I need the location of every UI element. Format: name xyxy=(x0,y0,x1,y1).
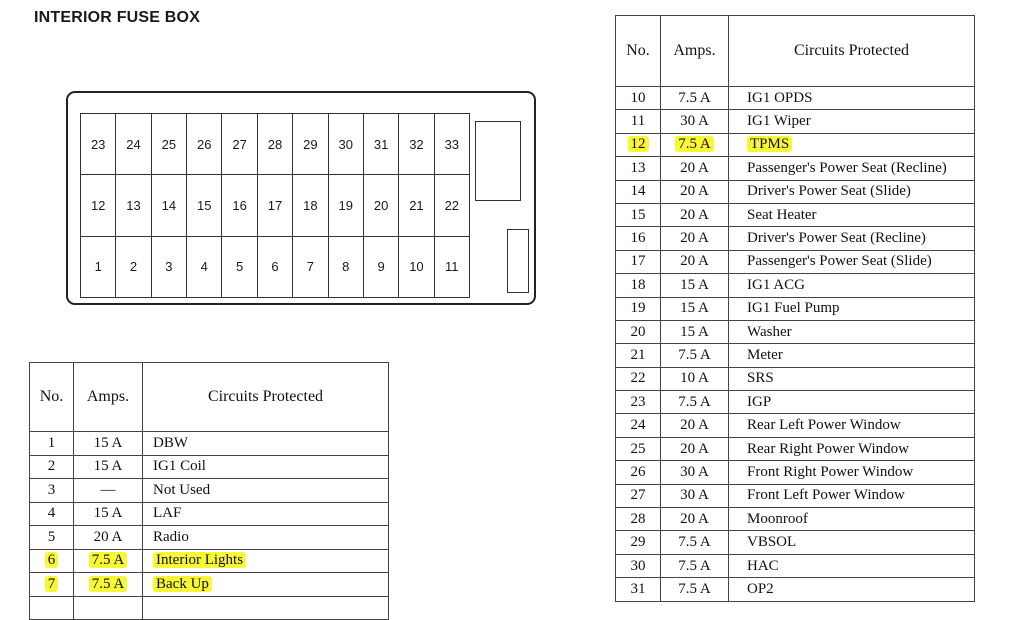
header-amps: Amps. xyxy=(661,16,729,87)
fuse-slot: 28 xyxy=(258,114,293,175)
fuse-number: 23 xyxy=(630,393,646,410)
fuse-number-cell xyxy=(616,274,661,297)
fuse-circuit: Washer xyxy=(747,323,792,340)
header-circuits: Circuits Protected xyxy=(729,16,975,87)
relay-slot-lower xyxy=(507,229,529,293)
fuse-amps-cell xyxy=(74,573,143,597)
fuse-slot: 23 xyxy=(81,114,116,175)
fuse-circuit-cell xyxy=(729,87,975,110)
fuse-number: 11 xyxy=(630,113,646,130)
table-row xyxy=(616,133,975,156)
table-row xyxy=(616,320,975,343)
fuse-number-cell xyxy=(616,484,661,507)
fuse-circuit: Rear Right Power Window xyxy=(747,440,910,457)
table-row xyxy=(30,573,389,597)
fuse-amps: 20 A xyxy=(680,253,709,270)
fuse-number-cell xyxy=(616,87,661,110)
table-row xyxy=(616,227,975,250)
fuse-amps: 20 A xyxy=(680,159,709,176)
fuse-number-cell xyxy=(616,554,661,577)
fuse-circuit-cell xyxy=(729,414,975,437)
fuse-slot: 26 xyxy=(187,114,222,175)
fuse-amps: 15 A xyxy=(93,505,123,522)
fuse-number-cell xyxy=(30,526,74,550)
table-row xyxy=(616,344,975,367)
fuse-amps-cell xyxy=(661,203,729,226)
fuse-number: 24 xyxy=(630,417,646,434)
fuse-amps: 30 A xyxy=(680,487,709,504)
fuse-circuit: Passenger's Power Seat (Slide) xyxy=(747,253,932,270)
fuse-slot: 25 xyxy=(152,114,187,175)
fuse-circuit-cell xyxy=(729,508,975,531)
table-header-row xyxy=(616,16,975,87)
fuse-circuit: Radio xyxy=(153,528,189,545)
fuse-number-cell xyxy=(616,508,661,531)
fuse-amps: 20 A xyxy=(680,183,709,200)
table-row xyxy=(616,157,975,180)
table-row xyxy=(30,502,389,526)
fuse-amps: 20 A xyxy=(93,528,123,545)
table-row xyxy=(30,455,389,479)
table-row xyxy=(616,297,975,320)
fuse-circuit-cell xyxy=(143,573,389,597)
fuse-amps-cell xyxy=(661,320,729,343)
fuse-table-left xyxy=(29,362,389,620)
fuse-amps: 7.5 A xyxy=(678,534,711,551)
fuse-amps-cell xyxy=(661,157,729,180)
fuse-circuit-cell xyxy=(729,461,975,484)
fuse-amps-cell xyxy=(661,110,729,133)
fuse-number-cell xyxy=(30,573,74,597)
fuse-amps-cell xyxy=(74,455,143,479)
fuse-amps: 7.5 A xyxy=(678,393,711,410)
fuse-circuit-cell xyxy=(729,367,975,390)
fuse-number-cell xyxy=(616,461,661,484)
fuse-amps: 20 A xyxy=(680,510,709,527)
fuse-circuit-cell xyxy=(729,437,975,460)
table-row xyxy=(616,531,975,554)
fuse-number: 26 xyxy=(630,463,646,480)
fuse-circuit: Rear Left Power Window xyxy=(747,417,901,434)
table-row xyxy=(616,87,975,110)
fuse-amps-cell xyxy=(74,479,143,503)
fuse-number: 25 xyxy=(630,440,646,457)
fuse-circuit-cell xyxy=(729,157,975,180)
fuse-amps-cell xyxy=(661,437,729,460)
fuse-number: 12 xyxy=(628,136,649,152)
fuse-number: 14 xyxy=(630,183,646,200)
fuse-amps: 7.5 A xyxy=(678,580,711,597)
fuse-number: 19 xyxy=(630,300,646,317)
fuse-slot: 32 xyxy=(399,114,434,175)
header-amps: Amps. xyxy=(74,363,143,432)
fuse-number-cell xyxy=(616,227,661,250)
fuse-number: 6 xyxy=(45,552,59,568)
fuse-circuit: Driver's Power Seat (Slide) xyxy=(747,183,911,200)
fuse-circuit-cell xyxy=(729,391,975,414)
fuse-circuit: TPMS xyxy=(747,136,792,152)
fuse-amps: 7.5 A xyxy=(675,136,714,152)
fuse-amps-cell xyxy=(661,414,729,437)
fuse-circuit-cell xyxy=(729,554,975,577)
fuse-circuit: IG1 OPDS xyxy=(747,89,813,106)
fuse-circuit: DBW xyxy=(153,434,188,451)
table-row xyxy=(616,484,975,507)
fuse-amps-cell xyxy=(661,344,729,367)
fuse-circuit: Meter xyxy=(747,346,783,363)
fuse-slot: 14 xyxy=(152,175,187,236)
fuse-amps-cell xyxy=(661,274,729,297)
fuse-slot: 6 xyxy=(258,237,293,298)
fuse-circuit: IGP xyxy=(747,393,772,410)
relay-slot-upper xyxy=(475,121,521,201)
fuse-circuit: IG1 Fuel Pump xyxy=(747,300,840,317)
fuse-number-cell xyxy=(30,455,74,479)
fuse-number-cell xyxy=(616,133,661,156)
fuse-slot: 27 xyxy=(222,114,257,175)
fuse-grid xyxy=(80,113,470,298)
fuse-slot: 7 xyxy=(293,237,328,298)
fuse-number-cell xyxy=(616,344,661,367)
fuse-number-cell xyxy=(30,479,74,503)
fuse-amps: 10 A xyxy=(680,370,709,387)
fuse-circuit: Back Up xyxy=(153,576,212,592)
fuse-number-cell xyxy=(616,180,661,203)
fuse-slot: 30 xyxy=(329,114,364,175)
fuse-number: 18 xyxy=(630,276,646,293)
fuse-slot: 11 xyxy=(435,237,470,298)
fuse-slot: 9 xyxy=(364,237,399,298)
fuse-amps-cell xyxy=(661,133,729,156)
table-row xyxy=(30,549,389,573)
fuse-number-cell xyxy=(616,391,661,414)
fuse-number: 1 xyxy=(47,434,56,451)
table-row xyxy=(30,432,389,456)
fuse-amps-cell xyxy=(661,578,729,601)
header-no: No. xyxy=(30,363,74,432)
fuse-circuit-cell xyxy=(729,250,975,273)
fuse-amps: 30 A xyxy=(680,463,709,480)
fuse-circuit-cell xyxy=(729,531,975,554)
fuse-number: 29 xyxy=(630,534,646,551)
table-row xyxy=(616,437,975,460)
fuse-circuit-cell xyxy=(729,297,975,320)
fuse-amps-cell xyxy=(74,502,143,526)
fuse-slot: 4 xyxy=(187,237,222,298)
fuse-number-cell xyxy=(30,549,74,573)
fuse-slot: 10 xyxy=(399,237,434,298)
fuse-number-cell xyxy=(616,203,661,226)
fuse-slot: 19 xyxy=(329,175,364,236)
fuse-amps-cell xyxy=(74,526,143,550)
fuse-amps: 20 A xyxy=(680,230,709,247)
fuse-number-cell xyxy=(616,250,661,273)
fuse-amps: 20 A xyxy=(680,206,709,223)
fuse-circuit: VBSOL xyxy=(747,534,797,551)
fuse-slot: 24 xyxy=(116,114,151,175)
fuse-circuit-cell xyxy=(729,344,975,367)
table-row xyxy=(616,203,975,226)
table-header-row xyxy=(30,363,389,432)
fuse-number: 4 xyxy=(47,505,56,522)
fuse-amps: 15 A xyxy=(680,276,709,293)
fuse-circuit-cell xyxy=(143,549,389,573)
table-row xyxy=(30,526,389,550)
fuse-amps-cell xyxy=(74,432,143,456)
fuse-circuit: LAF xyxy=(153,505,182,522)
table-row xyxy=(616,508,975,531)
fuse-amps-cell xyxy=(661,297,729,320)
fuse-amps: 20 A xyxy=(680,440,709,457)
fuse-number: 31 xyxy=(630,580,646,597)
fuse-amps: 7.5 A xyxy=(89,552,128,568)
fuse-amps-cell xyxy=(661,250,729,273)
fuse-circuit: SRS xyxy=(747,370,774,387)
fuse-number-cell xyxy=(616,110,661,133)
fuse-number: 3 xyxy=(47,481,56,498)
fuse-amps-cell xyxy=(661,367,729,390)
table-row xyxy=(616,274,975,297)
fuse-amps-cell xyxy=(661,461,729,484)
fuse-slot: 16 xyxy=(222,175,257,236)
fuse-circuit: Driver's Power Seat (Recline) xyxy=(747,230,926,247)
fuse-slot: 33 xyxy=(435,114,470,175)
fuse-slot: 13 xyxy=(116,175,151,236)
fuse-amps: 15 A xyxy=(680,323,709,340)
fuse-number: 22 xyxy=(630,370,646,387)
fuse-amps: 7.5 A xyxy=(678,346,711,363)
fuse-number-cell xyxy=(616,578,661,601)
fuse-amps-cell xyxy=(661,391,729,414)
fuse-number: 10 xyxy=(630,89,646,106)
fuse-table-right xyxy=(615,15,975,602)
fuse-circuit: OP2 xyxy=(747,580,774,597)
fuse-circuit-cell xyxy=(729,320,975,343)
fuse-amps: 7.5 A xyxy=(89,576,128,592)
fuse-slot: 12 xyxy=(81,175,116,236)
fuse-circuit-cell xyxy=(729,578,975,601)
fuse-circuit-cell xyxy=(143,432,389,456)
fuse-circuit-cell xyxy=(729,133,975,156)
table-row xyxy=(616,367,975,390)
fuse-circuit: Moonroof xyxy=(747,510,808,527)
header-no: No. xyxy=(616,16,661,87)
fuse-slot: 20 xyxy=(364,175,399,236)
fuse-slot: 21 xyxy=(399,175,434,236)
fuse-slot: 1 xyxy=(81,237,116,298)
fuse-circuit-cell xyxy=(729,274,975,297)
fuse-circuit-cell xyxy=(729,110,975,133)
fuse-number: 21 xyxy=(630,346,646,363)
header-circuits: Circuits Protected xyxy=(143,363,389,432)
fuse-circuit-cell xyxy=(143,455,389,479)
fuse-amps: 7.5 A xyxy=(678,89,711,106)
fuse-amps-cell xyxy=(661,484,729,507)
fuse-number: 7 xyxy=(45,576,59,592)
fuse-circuit-cell xyxy=(729,484,975,507)
fuse-circuit: IG1 Coil xyxy=(153,458,206,475)
fuse-amps: 15 A xyxy=(93,434,123,451)
fuse-amps-cell xyxy=(661,180,729,203)
fuse-circuit-cell xyxy=(143,479,389,503)
fuse-slot: 17 xyxy=(258,175,293,236)
fuse-number-cell xyxy=(616,320,661,343)
fuse-circuit: Not Used xyxy=(153,481,211,498)
fuse-number: 27 xyxy=(630,487,646,504)
fuse-amps-cell xyxy=(74,549,143,573)
fuse-circuit-cell xyxy=(729,180,975,203)
fuse-number-cell xyxy=(616,437,661,460)
fuse-slot: 8 xyxy=(329,237,364,298)
fuse-circuit: Seat Heater xyxy=(747,206,817,223)
fuse-number-cell xyxy=(30,502,74,526)
fuse-number: 5 xyxy=(47,528,56,545)
table-row xyxy=(616,461,975,484)
fuse-circuit-cell xyxy=(143,502,389,526)
fuse-amps: 30 A xyxy=(680,113,709,130)
table-row xyxy=(616,110,975,133)
table-row xyxy=(616,180,975,203)
table-row xyxy=(616,414,975,437)
fuse-amps-cell xyxy=(661,227,729,250)
fuse-circuit: Front Right Power Window xyxy=(747,463,914,480)
fuse-slot: 18 xyxy=(293,175,328,236)
fuse-circuit: Interior Lights xyxy=(153,552,246,568)
fuse-number: 30 xyxy=(630,557,646,574)
fuse-amps-cell xyxy=(661,508,729,531)
fuse-number-cell xyxy=(616,297,661,320)
fuse-number: 2 xyxy=(47,458,56,475)
fuse-circuit: IG1 ACG xyxy=(747,276,805,293)
fuse-circuit-cell xyxy=(729,203,975,226)
fuse-circuit-cell xyxy=(143,526,389,550)
fuse-amps: — xyxy=(100,481,116,498)
fuse-amps-cell xyxy=(661,554,729,577)
fuse-circuit: HAC xyxy=(747,557,779,574)
fuse-slot: 5 xyxy=(222,237,257,298)
fuse-number: 13 xyxy=(630,159,646,176)
fuse-amps: 15 A xyxy=(680,300,709,317)
table-row xyxy=(616,578,975,601)
fuse-amps: 15 A xyxy=(93,458,123,475)
fuse-number-cell xyxy=(616,531,661,554)
fuse-circuit: IG1 Wiper xyxy=(747,113,811,130)
fuse-amps-cell xyxy=(661,87,729,110)
fuse-circuit: Passenger's Power Seat (Recline) xyxy=(747,159,947,176)
fuse-slot: 15 xyxy=(187,175,222,236)
fuse-amps: 7.5 A xyxy=(678,557,711,574)
table-row xyxy=(30,479,389,503)
fuse-slot: 3 xyxy=(152,237,187,298)
fuse-number: 17 xyxy=(630,253,646,270)
fuse-number: 20 xyxy=(630,323,646,340)
table-row xyxy=(616,250,975,273)
fuse-number: 28 xyxy=(630,510,646,527)
table-row xyxy=(616,391,975,414)
fuse-number-cell xyxy=(616,414,661,437)
page-title: INTERIOR FUSE BOX xyxy=(34,9,201,26)
fuse-number-cell xyxy=(30,432,74,456)
fuse-number-cell xyxy=(616,367,661,390)
fuse-slot: 2 xyxy=(116,237,151,298)
fuse-circuit: Front Left Power Window xyxy=(747,487,905,504)
fuse-slot: 29 xyxy=(293,114,328,175)
table-row xyxy=(616,554,975,577)
fuse-slot: 31 xyxy=(364,114,399,175)
fuse-number: 16 xyxy=(630,230,646,247)
fuse-slot: 22 xyxy=(435,175,470,236)
fuse-amps: 20 A xyxy=(680,417,709,434)
fuse-number-cell xyxy=(616,157,661,180)
fuse-number: 15 xyxy=(630,206,646,223)
fuse-amps-cell xyxy=(661,531,729,554)
fuse-circuit-cell xyxy=(729,227,975,250)
